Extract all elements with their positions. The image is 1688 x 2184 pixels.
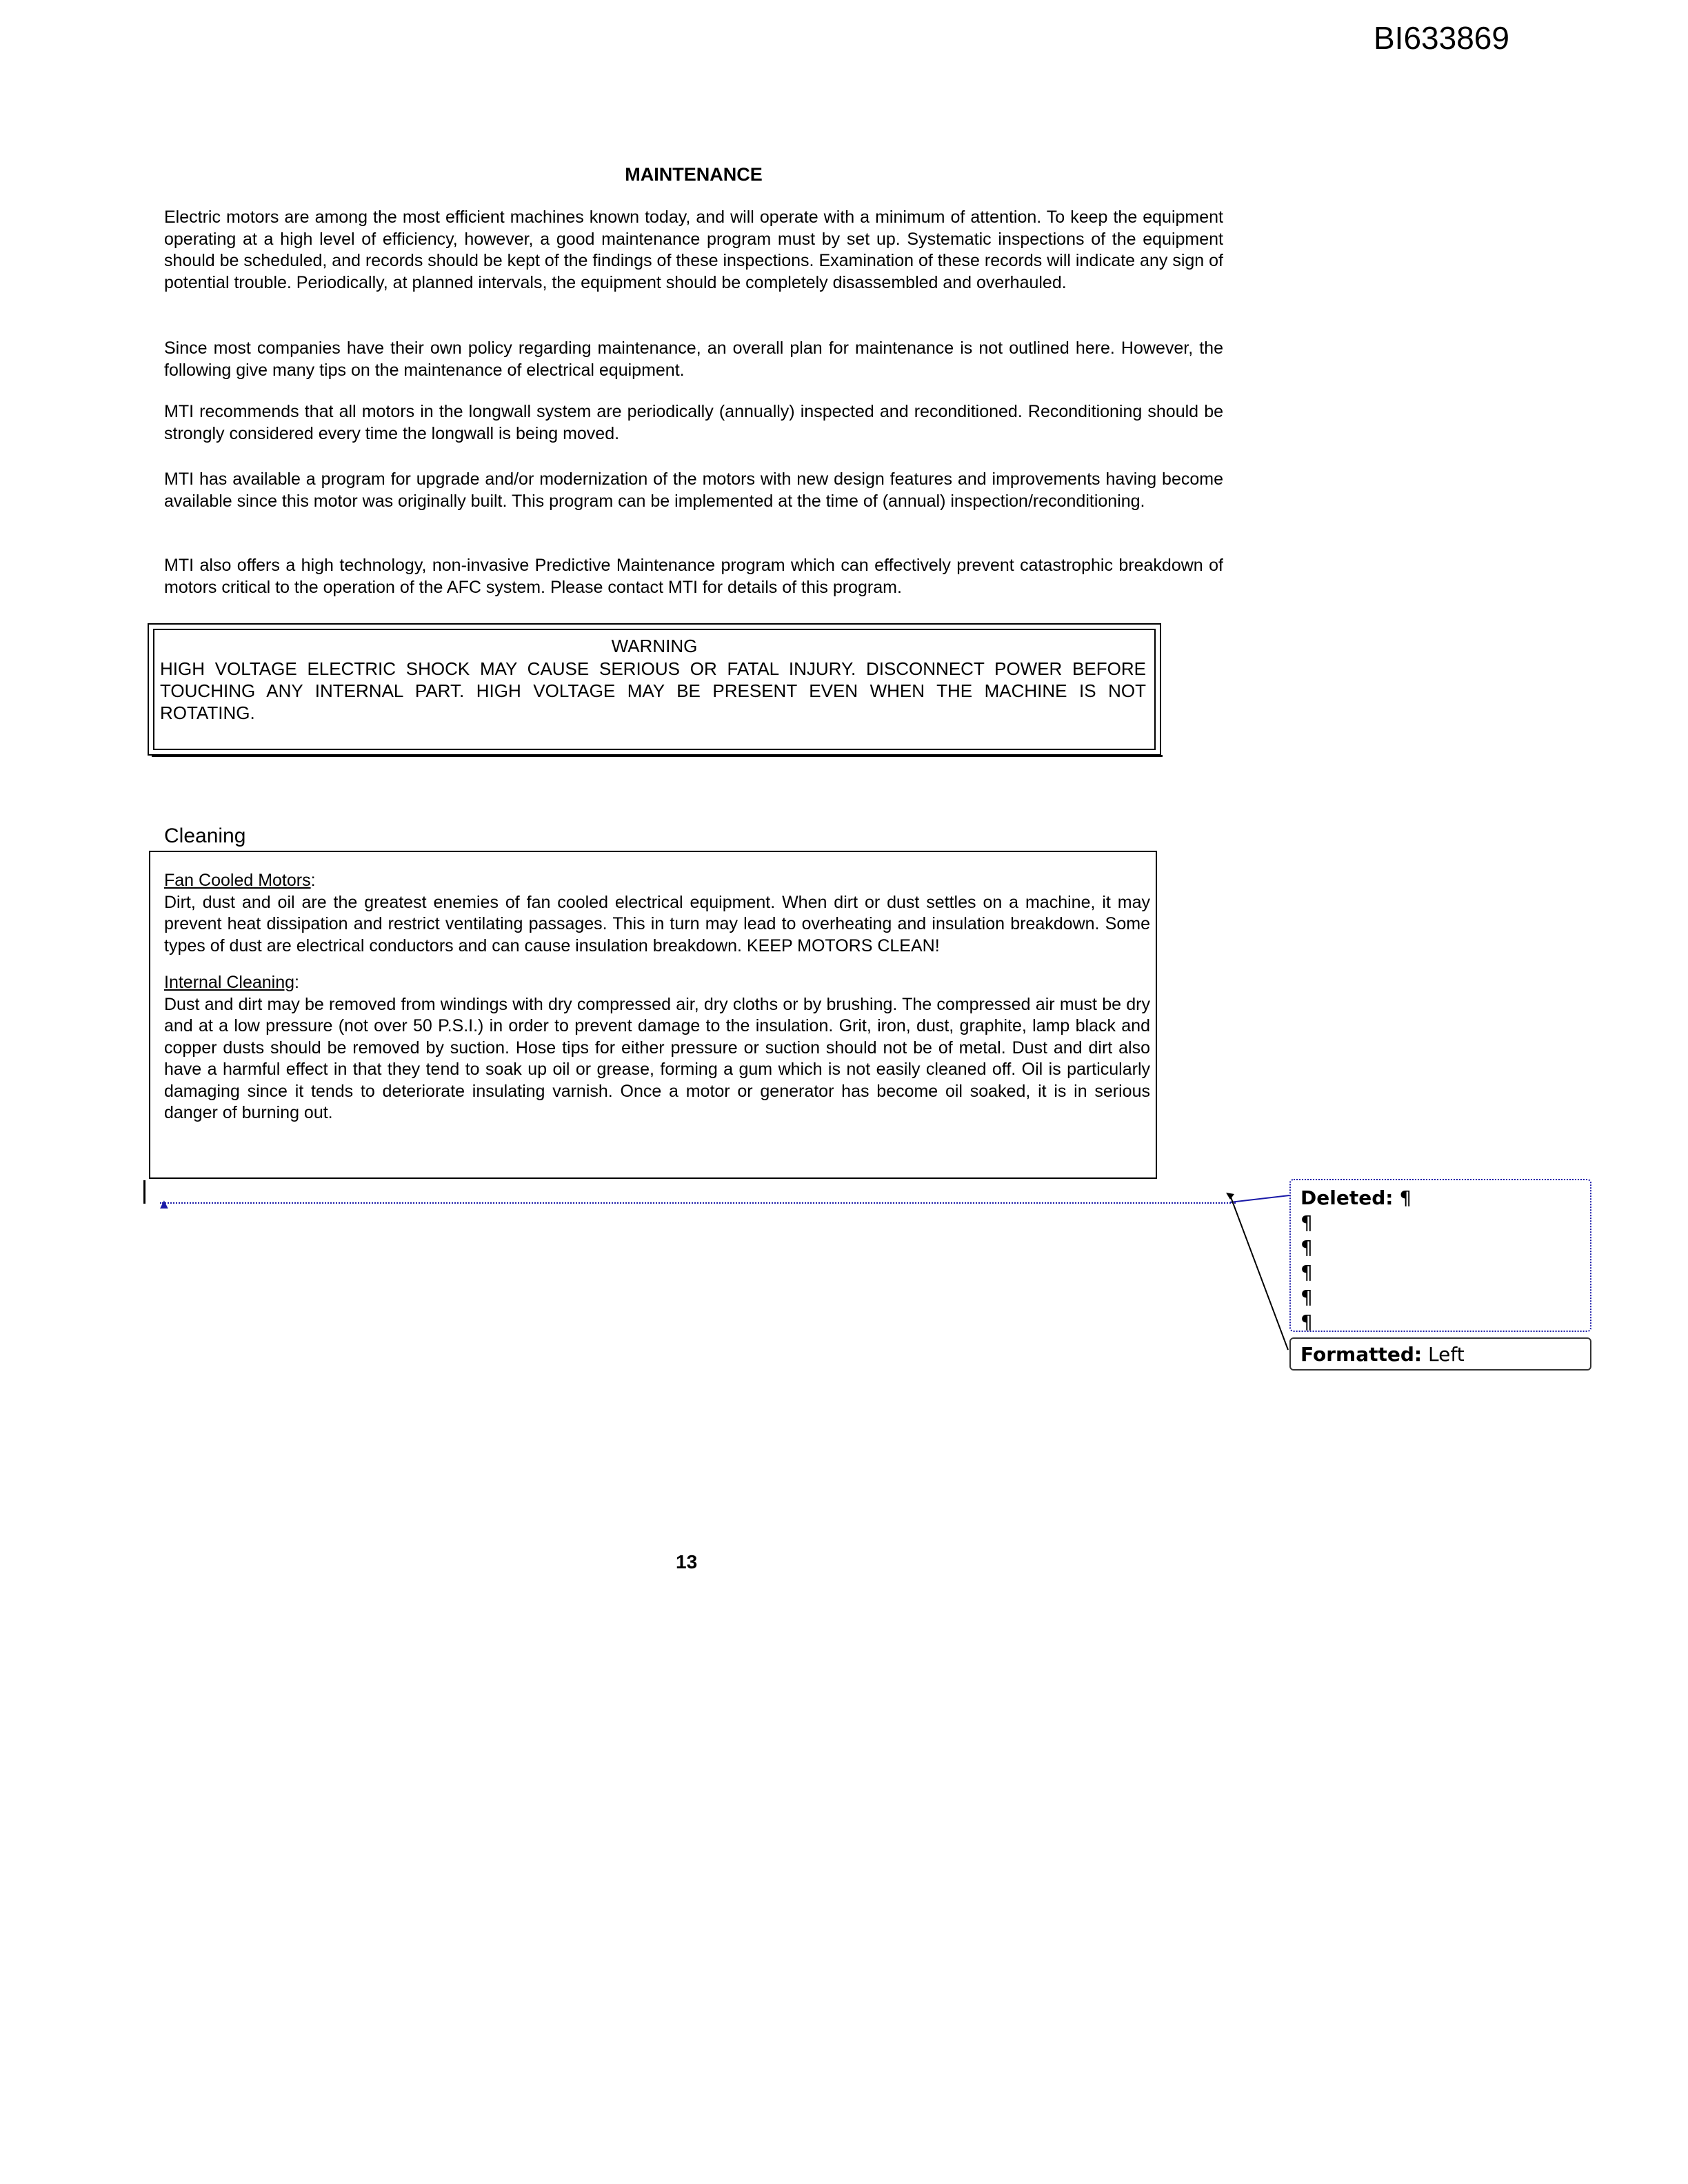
paragraph-upgrade-program: MTI has available a program for upgrade and/or modernization of the motors with new design features and improvements having become available since this motor was originally built. This program can be implemented at the time of (annual) inspection/reconditioning.: [164, 469, 1223, 511]
paragraph-recommendation: MTI recommends that all motors in the longwall system are periodically (annually) inspected and reconditioned. Reconditioning should be strongly considered every time the longwall is being moved.: [164, 402, 1223, 443]
fan-cooled-body: Dirt, dust and oil are the greatest enemies of fan cooled electrical equipment. When dirt or dust settles on a machine, it may prevent heat dissipation and restrict ventilating passages. This in turn may lead to overheating and insulation breakdown. Some types of dust are electrical conductors and can cause insulation breakdown. KEEP MOTORS CLEAN!: [164, 892, 1150, 956]
fan-cooled-title: Fan Cooled Motors: [164, 871, 311, 890]
cleaning-section-label: Cleaning: [164, 825, 246, 847]
paragraph-predictive-maintenance: MTI also offers a high technology, non-invasive Predictive Maintenance program which can effectively prevent catastrophic breakdown of motors critical to the operation of the AFC system. Please contact MTI for details of this program.: [164, 556, 1223, 597]
formatted-revision-balloon[interactable]: [1289, 1337, 1591, 1371]
internal-cleaning-title: Internal Cleaning: [164, 973, 295, 992]
pilcrow-mark: ¶: [1399, 1186, 1412, 1209]
paragraph-policy: Since most companies have their own policy regarding maintenance, an overall plan for maintenance is not outlined here. However, the following give many tips on the maintenance of electrical equipment.: [164, 338, 1223, 380]
cleaning-text: [164, 870, 1150, 1124]
revision-leader-line: [160, 1202, 1236, 1204]
warning-box: [148, 623, 1161, 756]
cleaning-box: [149, 851, 1157, 1179]
paragraph-intro: Electric motors are among the most efficient machines known today, and will operate with a minimum of attention. To keep the equipment operating at a high level of efficiency, however, a good maintenance program must by set up. Systematic inspections of the equipment should be scheduled, and records should be kept of the findings of these inspections. Examination of these records will indicate any sign of potential trouble. Periodically, at planned intervals, the equipment should be completely disassembled and overhauled.: [164, 208, 1223, 292]
deleted-revision-balloon[interactable]: [1289, 1179, 1591, 1332]
warning-body: HIGH VOLTAGE ELECTRIC SHOCK MAY CAUSE SERIOUS OR FATAL INJURY. DISCONNECT POWER BEFORE TOUCHING ANY INTERNAL PART. HIGH VOLTAGE MAY BE PRESENT EVEN WHEN THE MACHINE IS NOT ROTATING.: [160, 658, 1146, 723]
internal-cleaning-suffix: :: [294, 973, 299, 992]
formatted-value: Left: [1428, 1343, 1465, 1366]
pilcrow-mark: ¶: [1300, 1311, 1313, 1333]
pilcrow-mark: ¶: [1300, 1286, 1313, 1308]
pilcrow-mark: ¶: [1300, 1261, 1313, 1284]
spacer: [164, 957, 1150, 972]
pilcrow-mark: ¶: [1300, 1236, 1313, 1259]
page-number: 13: [676, 1551, 698, 1573]
deleted-revision-header: [1300, 1186, 1580, 1211]
internal-cleaning-heading: [164, 972, 1150, 994]
page-heading: MAINTENANCE: [625, 164, 763, 185]
document-id: BI633869: [1374, 20, 1509, 56]
deleted-label: Deleted:: [1300, 1186, 1394, 1209]
internal-cleaning-body: Dust and dirt may be removed from windings with dry compressed air, dry cloths or by brushing. The compressed air must be dry and at a low pressure (not over 50 P.S.I.) in order to prevent damage to the insulation. Grit, iron, dust, graphite, lamp black and copper dusts should be removed by suction. Hose tips for either pressure or suction should not be of metal. Dust and dirt also have a harmful effect in that they tend to soak up oil or grease, forming a gum which is not easily cleaned off. Oil is particularly damaging since it tends to deteriorate insulating varnish. Once a motor or generator has become oil soaked, it is in serious danger of burning out.: [164, 994, 1150, 1122]
fan-cooled-suffix: :: [310, 871, 316, 890]
text-cursor[interactable]: [143, 1180, 145, 1204]
revision-anchor-icon: ▲: [157, 1197, 171, 1212]
warning-title: WARNING: [611, 636, 698, 656]
formatted-label: Formatted:: [1300, 1343, 1423, 1366]
pilcrow-mark: ¶: [1300, 1211, 1313, 1234]
revision-connector-lines: [1220, 1179, 1296, 1365]
fan-cooled-heading: [164, 870, 1150, 892]
